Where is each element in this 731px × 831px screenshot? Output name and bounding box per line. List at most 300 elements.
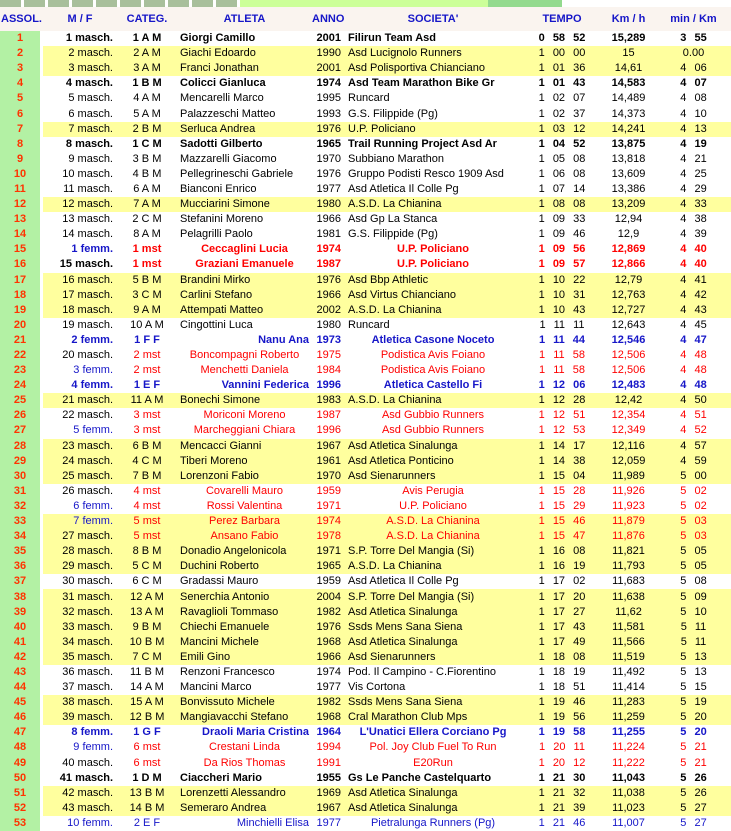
cell-overall-position: 7	[0, 122, 40, 137]
cell-time: 1 16 08	[538, 545, 586, 558]
cell-speed-kmh: 13,209	[611, 198, 646, 211]
cell-speed-kmh: 11,492	[612, 665, 645, 678]
cell-gender-rank: 9 femm.	[73, 741, 113, 754]
cell-pace-minkm: 4 50	[680, 394, 707, 407]
cell-time: 1 09 57	[538, 258, 586, 271]
cell-birth-year: 2001	[316, 62, 341, 75]
cell-overall-position: 35	[0, 544, 40, 559]
cell-athlete-name: Perez Barbara	[209, 515, 280, 528]
cell-gender-rank: 37 masch.	[62, 681, 113, 694]
cell-team: Avis Perugia	[402, 484, 464, 497]
cell-category: 3 mst	[133, 409, 161, 422]
cell-category: 1 G F	[133, 726, 161, 739]
cell-time: 1 12 28	[538, 394, 586, 407]
cell-speed-kmh: 11,255	[611, 726, 646, 739]
cell-team: U.P. Policiano	[348, 122, 416, 135]
cell-time: 1 17 02	[538, 575, 586, 588]
cell-gender-rank: 7 femm.	[73, 515, 113, 528]
cell-category: 14 B M	[129, 801, 165, 814]
cell-category: 4 mst	[133, 484, 161, 497]
cell-time: 1 16 19	[538, 560, 586, 573]
cell-overall-position: 31	[0, 484, 40, 499]
cell-gender-rank: 23 masch.	[62, 439, 113, 452]
cell-team: A.S.D. La Chianina	[348, 303, 442, 316]
cell-time: 1 09 46	[538, 228, 586, 241]
table-row	[0, 212, 731, 227]
cell-gender-rank: 39 masch.	[62, 711, 113, 724]
cell-category: 5 mst	[133, 530, 161, 543]
cell-speed-kmh: 12,506	[611, 364, 646, 377]
cell-gender-rank: 34 masch.	[62, 635, 113, 648]
cell-pace-minkm: 5 09	[680, 590, 707, 603]
cell-team: Asd Lucignolo Runners	[348, 47, 462, 60]
cell-time: 1 21 30	[538, 771, 586, 784]
cell-category: 13 A M	[130, 605, 164, 618]
cell-category: 1 mst	[132, 258, 162, 271]
cell-birth-year: 1966	[316, 213, 341, 226]
cell-birth-year: 1967	[316, 801, 341, 814]
cell-overall-position: 22	[0, 348, 40, 363]
table-row	[0, 816, 731, 831]
cell-overall-position: 19	[0, 303, 40, 318]
cell-gender-rank: 31 masch.	[62, 590, 113, 603]
cell-pace-minkm: 4 19	[680, 137, 707, 150]
cell-time: 1 01 43	[538, 77, 586, 90]
cell-category: 2 E F	[133, 816, 161, 829]
cell-pace-minkm: 5 21	[680, 741, 707, 754]
cell-time: 1 06 08	[538, 167, 586, 180]
cell-time: 1 15 29	[538, 499, 586, 512]
cell-team: Asd Atletica Il Colle Pg	[348, 575, 459, 588]
cell-category: 7 C M	[132, 650, 162, 663]
cell-pace-minkm: 4 59	[680, 454, 707, 467]
cell-overall-position: 51	[0, 786, 40, 801]
cell-time: 1 20 12	[538, 756, 586, 769]
cell-birth-year: 2004	[316, 590, 341, 603]
cell-category: 3 C M	[132, 288, 162, 301]
cell-category: 1 E F	[133, 379, 161, 392]
cell-category: 2 A M	[133, 47, 161, 60]
cell-birth-year: 1977	[316, 182, 341, 195]
table-row	[0, 423, 731, 438]
cell-team: Asd Polisportiva Chianciano	[348, 62, 485, 75]
cell-team: Asd Atletica Sinalunga	[348, 801, 458, 814]
cell-athlete-name: Stefanini Moreno	[180, 213, 264, 226]
cell-overall-position: 34	[0, 529, 40, 544]
cell-gender-rank: 20 masch.	[62, 349, 113, 362]
cell-athlete-name: Mancini Marco	[180, 681, 252, 694]
cell-team: Ssds Mens Sana Siena	[348, 696, 463, 709]
cell-pace-minkm: 5 26	[680, 771, 707, 784]
cell-speed-kmh: 13,386	[611, 182, 646, 195]
cell-pace-minkm: 5 20	[680, 711, 707, 724]
cell-team: G.S. Filippide (Pg)	[348, 228, 438, 241]
cell-team: Asd Gubbio Runners	[381, 409, 485, 422]
cell-category: 4 C M	[132, 454, 162, 467]
cell-speed-kmh: 14,489	[611, 92, 646, 105]
cell-athlete-name: Giorgi Camillo	[180, 32, 256, 45]
cell-athlete-name: Boncompagni Roberto	[189, 349, 300, 362]
cell-time: 1 03 12	[538, 122, 586, 135]
cell-category: 12 A M	[130, 590, 164, 603]
col-header-atleta: ATLETA	[223, 13, 266, 25]
cell-speed-kmh: 11,222	[612, 756, 645, 769]
cell-category: 6 mst	[133, 741, 161, 754]
table-row	[0, 559, 731, 574]
cell-overall-position: 29	[0, 454, 40, 469]
cell-overall-position: 20	[0, 318, 40, 333]
cell-birth-year: 1977	[316, 816, 341, 829]
cell-athlete-name: Palazzeschi Matteo	[180, 107, 276, 120]
cell-team: U.P. Policiano	[397, 243, 469, 256]
cell-time: 1 20 11	[539, 741, 585, 754]
cell-pace-minkm: 5 26	[680, 786, 707, 799]
cell-athlete-name: Sadotti Gilberto	[180, 137, 263, 150]
cell-time: 0 58 52	[538, 32, 586, 45]
cell-gender-rank: 12 masch.	[62, 198, 113, 211]
cell-speed-kmh: 12,9	[617, 228, 640, 241]
cell-birth-year: 1991	[316, 756, 341, 769]
cell-category: 8 B M	[132, 545, 162, 558]
cell-athlete-name: Minchielli Elisa	[236, 816, 309, 829]
cell-speed-kmh: 11,581	[612, 620, 645, 633]
cell-time: 1 17 20	[538, 590, 586, 603]
cell-speed-kmh: 13,875	[611, 137, 646, 150]
cell-category: 13 B M	[129, 786, 165, 799]
cell-gender-rank: 43 masch.	[62, 801, 113, 814]
cell-speed-kmh: 11,007	[612, 816, 645, 829]
cell-athlete-name: Da Rios Thomas	[203, 756, 286, 769]
table-row	[0, 469, 731, 484]
cell-athlete-name: Ansano Fabio	[210, 530, 279, 543]
cell-team: S.P. Torre Del Mangia (Si)	[348, 545, 475, 558]
cell-gender-rank: 25 masch.	[62, 469, 113, 482]
cell-overall-position: 21	[0, 333, 40, 348]
cell-category: 3 mst	[133, 424, 161, 437]
cell-gender-rank: 5 masch.	[68, 92, 113, 105]
cell-speed-kmh: 11,638	[612, 590, 645, 603]
cell-speed-kmh: 12,349	[611, 424, 646, 437]
cell-pace-minkm: 4 06	[680, 62, 707, 75]
cell-gender-rank: 19 masch.	[62, 318, 113, 331]
cell-overall-position: 2	[0, 46, 40, 61]
cell-speed-kmh: 11,414	[612, 681, 645, 694]
cell-speed-kmh: 11,259	[612, 711, 645, 724]
cell-speed-kmh: 13,818	[611, 152, 646, 165]
cell-time: 1 17 43	[538, 620, 586, 633]
table-row	[0, 61, 731, 76]
cell-overall-position: 6	[0, 106, 40, 121]
table-row	[0, 544, 731, 559]
cell-team: Asd Team Marathon Bike Gr	[348, 77, 495, 90]
cell-overall-position: 44	[0, 680, 40, 695]
cell-team: L'Unatici Ellera Corciano Pg	[359, 726, 507, 739]
cell-athlete-name: Graziani Emanuele	[195, 258, 294, 271]
cell-pace-minkm: 5 13	[680, 650, 707, 663]
cell-athlete-name: Moriconi Moreno	[203, 409, 286, 422]
cell-pace-minkm: 5 19	[680, 696, 707, 709]
cell-speed-kmh: 12,354	[611, 409, 646, 422]
cell-birth-year: 1955	[316, 771, 341, 784]
cell-overall-position: 52	[0, 801, 40, 816]
table-row	[0, 348, 731, 363]
cell-pace-minkm: 4 51	[680, 409, 707, 422]
cell-pace-minkm: 4 45	[680, 318, 707, 331]
table-row	[0, 363, 731, 378]
cell-overall-position: 27	[0, 423, 40, 438]
cell-athlete-name: Pellegrineschi Gabriele	[180, 167, 294, 180]
cell-gender-rank: 6 masch.	[68, 107, 113, 120]
cell-speed-kmh: 12,546	[611, 333, 646, 346]
cell-time: 1 18 08	[538, 650, 586, 663]
cell-athlete-name: Brandini Mirko	[180, 273, 251, 286]
cell-pace-minkm: 4 48	[680, 379, 707, 392]
cell-time: 1 08 08	[538, 198, 586, 211]
cell-athlete-name: Menchetti Daniela	[200, 364, 289, 377]
cell-athlete-name: Donadio Angelonicola	[180, 545, 287, 558]
cell-overall-position: 40	[0, 620, 40, 635]
table-row	[0, 76, 731, 91]
cell-pace-minkm: 4 43	[680, 303, 707, 316]
table-row	[0, 529, 731, 544]
cell-speed-kmh: 13,609	[611, 167, 646, 180]
cell-time: 1 21 46	[538, 816, 586, 829]
cell-athlete-name: Bonechi Simone	[180, 394, 261, 407]
cell-gender-rank: 3 masch.	[68, 62, 113, 75]
cell-overall-position: 23	[0, 363, 40, 378]
cell-birth-year: 1996	[316, 424, 341, 437]
cell-gender-rank: 16 masch.	[62, 273, 113, 286]
cell-time: 1 10 31	[538, 288, 586, 301]
col-header-kmh: Km / h	[611, 13, 646, 25]
cell-category: 1 A M	[132, 32, 162, 45]
cell-birth-year: 1974	[316, 77, 341, 90]
cell-birth-year: 1993	[316, 107, 341, 120]
cell-pace-minkm: 4 39	[680, 228, 707, 241]
cell-pace-minkm: 5 15	[680, 681, 707, 694]
cell-team: Cral Marathon Club Mps	[348, 711, 468, 724]
cell-athlete-name: Serluca Andrea	[180, 122, 256, 135]
cell-speed-kmh: 12,866	[611, 258, 646, 271]
cell-category: 14 A M	[130, 681, 164, 694]
cell-athlete-name: Semeraro Andrea	[180, 801, 267, 814]
cell-pace-minkm: 4 52	[680, 424, 707, 437]
cell-birth-year: 1994	[316, 741, 341, 754]
table-row	[0, 605, 731, 620]
cell-team: Pod. Il Campino - C.Fiorentino	[348, 665, 496, 678]
cell-overall-position: 1	[0, 31, 40, 46]
cell-gender-rank: 2 femm.	[71, 333, 113, 346]
cell-overall-position: 41	[0, 635, 40, 650]
cell-athlete-name: Mazzarelli Giacomo	[180, 152, 277, 165]
cell-team: A.S.D. La Chianina	[386, 515, 480, 528]
cell-birth-year: 1965	[316, 560, 341, 573]
cell-gender-rank: 29 masch.	[62, 560, 113, 573]
cell-category: 2 C M	[132, 213, 162, 226]
cell-overall-position: 28	[0, 439, 40, 454]
cell-athlete-name: Covarelli Mauro	[205, 484, 284, 497]
cell-overall-position: 15	[0, 242, 40, 257]
cell-gender-rank: 9 masch.	[68, 152, 113, 165]
cell-pace-minkm: 0.00	[682, 47, 705, 60]
cell-time: 1 15 28	[538, 484, 586, 497]
cell-category: 7 B M	[132, 469, 162, 482]
cell-birth-year: 1970	[316, 152, 341, 165]
cell-team: Asd Sienarunners	[348, 650, 436, 663]
cell-gender-rank: 4 femm.	[71, 379, 113, 392]
cell-gender-rank: 1 femm.	[71, 243, 113, 256]
cell-gender-rank: 41 masch.	[59, 771, 113, 784]
cell-athlete-name: Mancini Michele	[180, 635, 259, 648]
cell-time: 1 21 39	[538, 801, 586, 814]
cell-time: 1 01 36	[538, 62, 586, 75]
cell-gender-rank: 33 masch.	[62, 620, 113, 633]
table-row	[0, 106, 731, 121]
cell-athlete-name: Renzoni Francesco	[180, 665, 275, 678]
cell-team: Asd Gubbio Runners	[381, 424, 485, 437]
cell-pace-minkm: 5 11	[680, 635, 707, 648]
cell-athlete-name: Senerchia Antonio	[180, 590, 270, 603]
cell-category: 3 A M	[133, 62, 161, 75]
col-header-minkm: min / Km	[670, 13, 717, 25]
cell-category: 6 mst	[133, 756, 161, 769]
cell-athlete-name: Chiechi Emanuele	[180, 620, 270, 633]
cutoff-cells-middle	[240, 0, 488, 7]
cell-speed-kmh: 12,483	[611, 379, 646, 392]
table-row	[0, 650, 731, 665]
cell-gender-rank: 17 masch.	[62, 288, 113, 301]
table-row	[0, 303, 731, 318]
cell-speed-kmh: 11,923	[612, 499, 645, 512]
table-row	[0, 499, 731, 514]
cell-birth-year: 1961	[316, 454, 341, 467]
cell-time: 1 15 04	[538, 469, 586, 482]
cell-athlete-name: Colicci Gianluca	[180, 77, 266, 90]
cell-speed-kmh: 12,79	[614, 273, 643, 286]
cell-category: 11 A M	[130, 394, 164, 407]
cell-time: 1 04 52	[538, 137, 586, 150]
cell-overall-position: 5	[0, 91, 40, 106]
table-row	[0, 137, 731, 152]
cell-time: 1 15 47	[538, 530, 586, 543]
cell-team: S.P. Torre Del Mangia (Si)	[348, 590, 475, 603]
table-row	[0, 786, 731, 801]
table-row	[0, 378, 731, 393]
cell-pace-minkm: 5 20	[680, 726, 707, 739]
cell-team: Atletica Castello Fi	[383, 379, 483, 392]
cell-category: 10 B M	[129, 635, 165, 648]
cell-pace-minkm: 4 08	[680, 92, 707, 105]
cell-team: Asd Atletica Sinalunga	[348, 605, 458, 618]
cell-gender-rank: 24 masch.	[62, 454, 113, 467]
cell-overall-position: 42	[0, 650, 40, 665]
table-row	[0, 288, 731, 303]
table-row	[0, 333, 731, 348]
cell-pace-minkm: 4 25	[680, 167, 707, 180]
cell-overall-position: 10	[0, 167, 40, 182]
cell-athlete-name: Ravaglioli Tommaso	[180, 605, 279, 618]
cell-time: 1 10 43	[538, 303, 586, 316]
cell-gender-rank: 18 masch.	[62, 303, 113, 316]
cell-pace-minkm: 4 41	[680, 273, 707, 286]
cell-pace-minkm: 4 38	[680, 213, 707, 226]
results-rows	[0, 31, 731, 831]
cell-team: Pol. Joy Club Fuel To Run	[369, 741, 497, 754]
cell-athlete-name: Lorenzetti Alessandro	[180, 786, 286, 799]
col-header-mf: M / F	[67, 13, 93, 25]
cell-birth-year: 1976	[316, 122, 341, 135]
cell-birth-year: 1980	[316, 198, 341, 211]
cutoff-cells-right	[562, 0, 731, 7]
cell-pace-minkm: 4 47	[680, 333, 707, 346]
cell-birth-year: 1976	[316, 620, 341, 633]
cell-athlete-name: Bonvissuto Michele	[180, 696, 275, 709]
cell-team: Ssds Mens Sana Siena	[348, 620, 463, 633]
cell-team: Asd Atletica Ponticino	[348, 454, 454, 467]
cell-time: 1 19 58	[538, 726, 586, 739]
cell-gender-rank: 4 masch.	[65, 77, 113, 90]
cell-birth-year: 1968	[316, 711, 341, 724]
cell-athlete-name: Mangiavacchi Stefano	[180, 711, 289, 724]
cell-team: Subbiano Marathon	[348, 152, 445, 165]
table-row	[0, 454, 731, 469]
cell-team: Asd Atletica Il Colle Pg	[348, 182, 459, 195]
table-row	[0, 46, 731, 61]
cell-time: 1 14 38	[538, 454, 586, 467]
cell-team: Runcard	[348, 318, 390, 331]
cell-gender-rank: 42 masch.	[62, 786, 113, 799]
cell-gender-rank: 32 masch.	[62, 605, 113, 618]
cell-overall-position: 24	[0, 378, 40, 393]
cell-speed-kmh: 11,793	[612, 560, 645, 573]
cell-speed-kmh: 12,116	[612, 439, 645, 452]
cell-birth-year: 1968	[316, 635, 341, 648]
cell-pace-minkm: 5 11	[680, 620, 707, 633]
cell-gender-rank: 10 femm.	[67, 816, 113, 829]
cell-overall-position: 14	[0, 227, 40, 242]
cell-category: 2 B M	[132, 122, 162, 135]
cell-time: 1 11 58	[539, 349, 585, 362]
cell-gender-rank: 26 masch.	[62, 484, 113, 497]
cell-time: 1 02 37	[538, 107, 586, 120]
table-row	[0, 484, 731, 499]
cell-time: 1 17 49	[538, 635, 586, 648]
cell-pace-minkm: 4 48	[680, 364, 707, 377]
cell-overall-position: 13	[0, 212, 40, 227]
cell-birth-year: 1987	[316, 409, 341, 422]
cell-speed-kmh: 11,224	[612, 741, 645, 754]
cell-birth-year: 1976	[316, 167, 341, 180]
cell-speed-kmh: 14,373	[611, 107, 646, 120]
cell-time: 1 17 27	[538, 605, 586, 618]
cell-speed-kmh: 12,059	[611, 454, 646, 467]
cell-birth-year: 1982	[316, 605, 341, 618]
table-row	[0, 439, 731, 454]
cell-speed-kmh: 11,926	[612, 484, 645, 497]
cell-team: Asd Gp La Stanca	[348, 213, 438, 226]
cell-speed-kmh: 12,763	[611, 288, 646, 301]
cell-birth-year: 1982	[316, 696, 341, 709]
cell-team: Asd Bbp Athletic	[348, 273, 429, 286]
cell-overall-position: 9	[0, 152, 40, 167]
cell-overall-position: 38	[0, 589, 40, 604]
cell-category: 2 mst	[133, 364, 161, 377]
cell-overall-position: 12	[0, 197, 40, 212]
cell-pace-minkm: 5 03	[680, 515, 707, 528]
cell-overall-position: 17	[0, 273, 40, 288]
cell-category: 4 B M	[132, 167, 162, 180]
cell-team: Gruppo Podisti Resco 1909 Asd	[348, 167, 504, 180]
